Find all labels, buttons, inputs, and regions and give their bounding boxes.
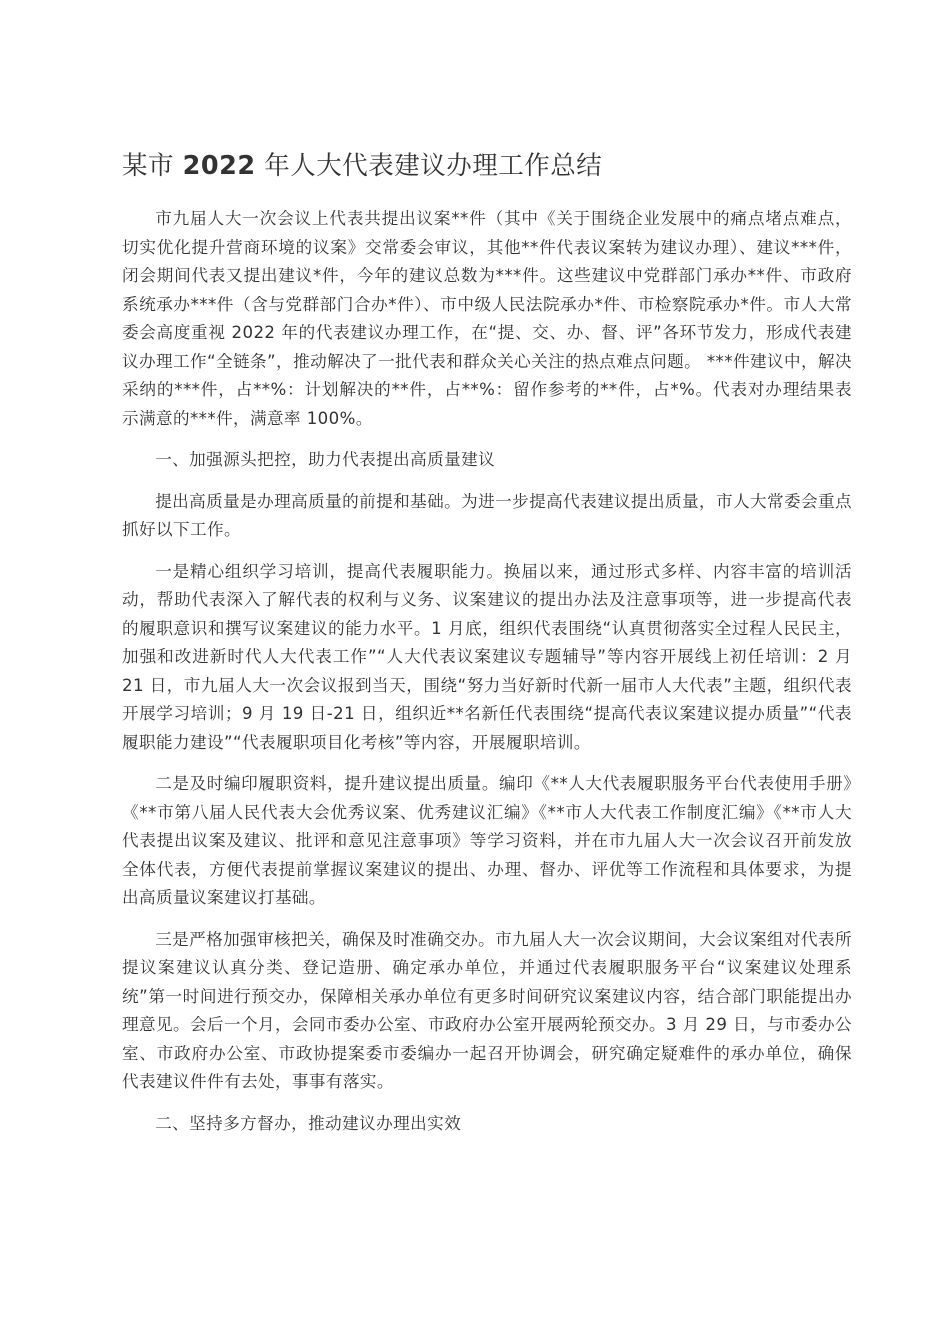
title-year: 2022 bbox=[182, 151, 256, 181]
section-1-item-2: 二是及时编印履职资料，提升建议提出质量。编印《**人大代表履职服务平台代表使用手册》《**市第八届人民代表大会优秀议案、优秀建议汇编》《**市人大代表工作制度汇编》《**市人大代表提出议案及建议、批评和意见注意事项》等学习资料，并在市九届人大一次会议召开前发放全体代表，方便代表提前掌握议案建议的提出、办理、督办、评优等工作流程和具体要求，为提出高质量议案建议打基础。 bbox=[122, 774, 852, 908]
section-1-item-3: 三是严格加强审核把关，确保及时准确交办。市九届人大一次会议期间，大会议案组对代表所提议案建议认真分类、登记造册、确定承办单位，并通过代表履职服务平台“议案建议处理系统”第一时间进行预交办，保障相关承办单位有更多时间研究议案建议内容，结合部门职能提出办理意见。会后一个月，会同市委办公室、市政府办公室开展两轮预交办。3 月 29 日，与市委办公室、市政府办公室、市政协提案委市委编办一起召开协调会，研究确定疑难件的承办单位，确保代表建议件件有去处，事事有落实。 bbox=[122, 929, 852, 1092]
document-page bbox=[122, 150, 852, 1151]
document-title bbox=[122, 150, 852, 183]
section-heading-2: 二、坚持多方督办，推动建议办理出实效 bbox=[155, 1113, 462, 1133]
section-1-item-1: 一是精心组织学习培训，提高代表履职能力。换届以来，通过形式多样、内容丰富的培训活动，帮助代表深入了解代表的权利与义务、议案建议的提出办法及注意事项等，进一步提高代表的履职意识和撰写议案建议的能力水平。1 月底，组织代表围绕“认真贯彻落实全过程人民民主，加强和改进新时代人大代表工作”“人大代表议案建议专题辅导”等内容开展线上初任培训：2 月 21 日，市九届人大一次会议报到当天，围绕“努力当好新时代新一届市人大代表”主题，组织代表开展学习培训；9 月 19 日-21 日，组织近**名新任代表围绕“提高代表议案建议提办质量”“代表履职能力建设”“代表履职项目化考核”等内容，开展履职培训。 bbox=[122, 561, 852, 752]
intro-paragraph: 市九届人大一次会议上代表共提出议案**件（其中《关于围绕企业发展中的痛点堵点难点，切实优化提升营商环境的议案》交常委会审议，其他**件代表议案转为建议办理）、建议***件，闭会期间代表又提出建议*件，今年的建议总数为***件。这些建议中党群部门承办**件、市政府系统承办***件（含与党群部门合办*件）、市中级人民法院承办*件、市检察院承办*件。市人大常委会高度重视 2022 年的代表建议办理工作，在“提、交、办、督、评”各环节发力，形成代表建议办理工作“全链条”，推动解决了一批代表和群众关心关注的热点难点问题。 ***件建议中，解决采纳的***件，占**%：计划解决的**件，占**%：留作参考的**件，占*%。代表对办理结果表示满意的***件，满意率 100%。 bbox=[122, 209, 852, 428]
section-heading-1: 一、加强源头把控，助力代表提出高质量建议 bbox=[155, 450, 496, 470]
title-suffix: 年人大代表建议办理工作总结 bbox=[264, 151, 603, 181]
title-prefix: 某市 bbox=[122, 151, 175, 181]
section-1-intro: 提出高质量是办理高质量的前提和基础。为进一步提高代表建议提出质量，市人大常委会重点抓好以下工作。 bbox=[122, 491, 852, 540]
